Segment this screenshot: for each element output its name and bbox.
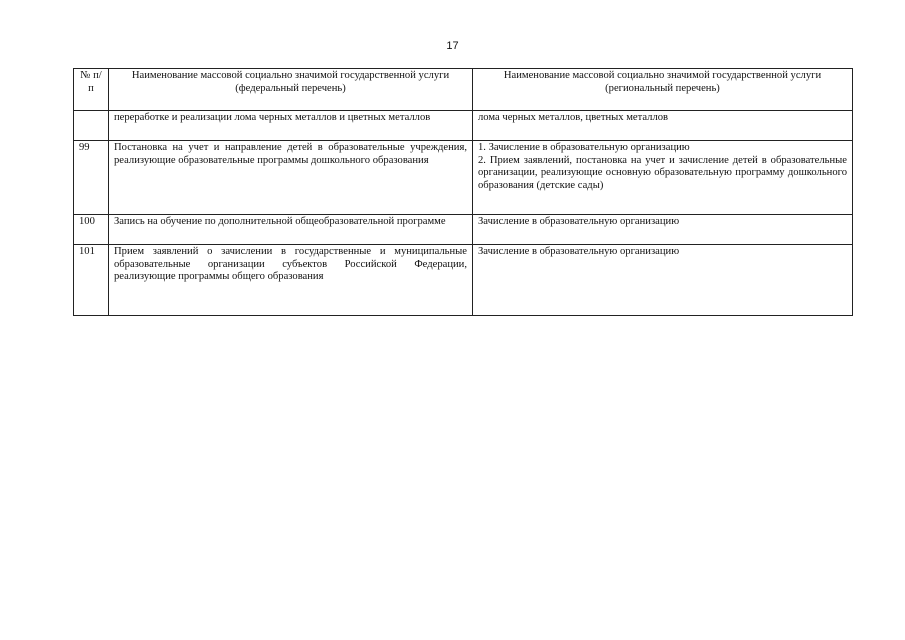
services-table: [73, 68, 853, 316]
row-number: 99: [74, 141, 109, 215]
header-federal: Наименование массовой социально значимой государственной услуги (федеральный перечень): [109, 69, 473, 111]
row-number: 101: [74, 245, 109, 316]
federal-service: Запись на обучение по дополнительной общеобразовательной программе: [109, 215, 473, 245]
regional-service-item: Зачисление в образовательную организацию: [478, 246, 680, 257]
row-number: [74, 111, 109, 141]
regional-service: [473, 215, 853, 245]
regional-service-item: 1. Зачисление в образовательную организацию: [478, 142, 690, 153]
regional-service: [473, 245, 853, 316]
federal-service: Прием заявлений о зачислении в государственные и муниципальные образовательные организации субъектов Российской Федерации, реализующие программы общего образования: [109, 245, 473, 316]
regional-service-item: Зачисление в образовательную организацию: [478, 216, 680, 227]
regional-service-item: 2. Прием заявлений, постановка на учет и зачисление детей в образовательные организации, реализующие основную образовательную программу дошкольного образования (детские сады): [478, 154, 847, 191]
regional-service: [473, 141, 853, 215]
header-number: № п/п: [74, 69, 109, 111]
page-number: 17: [446, 40, 459, 52]
table-row: [74, 111, 853, 141]
federal-service: Постановка на учет и направление детей в образовательные учреждения, реализующие образовательные программы дошкольного образования: [109, 141, 473, 215]
table-row: [74, 245, 853, 316]
table-header-row: [74, 69, 853, 111]
header-regional: Наименование массовой социально значимой государственной услуги (региональный перечень): [473, 69, 853, 111]
table-row: [74, 141, 853, 215]
row-number: 100: [74, 215, 109, 245]
table-row: [74, 215, 853, 245]
federal-service: переработке и реализации лома черных металлов и цветных металлов: [109, 111, 473, 141]
regional-service: [473, 111, 853, 141]
regional-service-item: лома черных металлов, цветных металлов: [478, 112, 669, 123]
